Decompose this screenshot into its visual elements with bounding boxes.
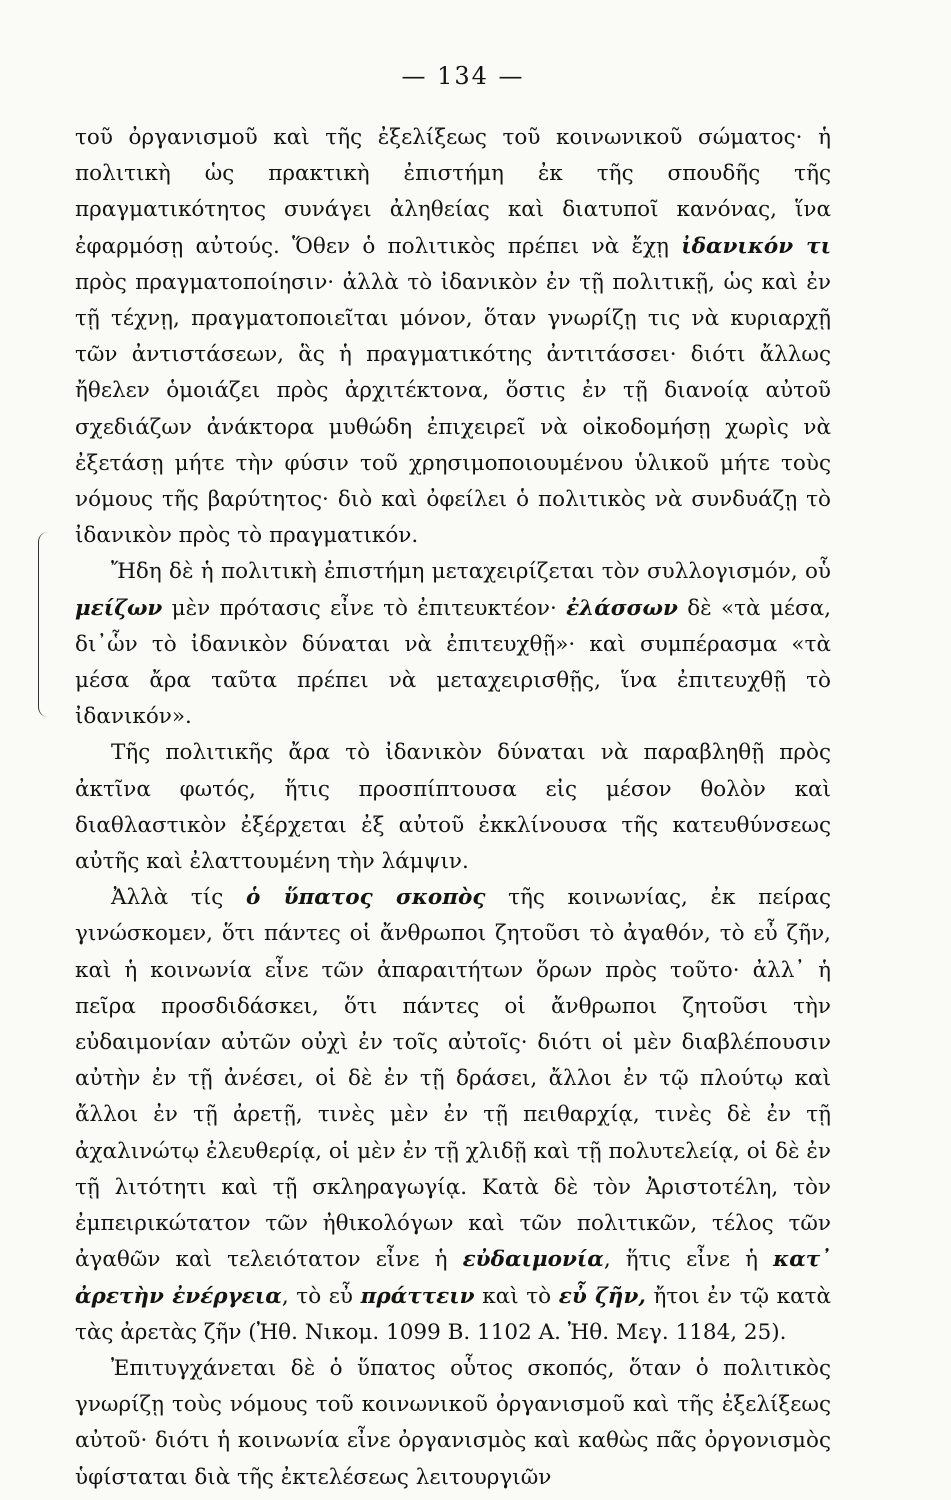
text-run: τοῦ ὀργανισμοῦ καὶ τῆς ἐξελίξεως τοῦ κοινωνικοῦ σώματος· ἡ πολιτικὴ ὡς πρακτικὴ ἐπιστήμη ἐκ τῆς σπουδῆς τῆς πραγματικότητος συνάγει ἀληθείας καὶ διατυποῖ κανόνας, ἵνα ἐφαρμόσῃ αὐτούς. Ὅθεν ὁ πολιτικὸς πρέπει νὰ ἔχῃ xyxy=(75,125,831,259)
text-run: , ἥτις εἶνε ἡ xyxy=(603,1247,774,1273)
text-run: , τὸ εὖ xyxy=(281,1283,361,1309)
text-run: δὲ «τὰ μέσα, δι᾿ὧν τὸ ἰδανικὸν δύναται νὰ ἐπιτευχθῇ»· καὶ συμπέρασμα «τὰ μέσα ἄρα ταῦτα πρέπει νὰ μεταχειρισθῇς, ἵνα ἐπιτευχθῇ τὸ ἰδανικόν». xyxy=(75,595,831,730)
text-run: Ἀλλὰ τίς xyxy=(111,885,246,911)
paragraph-2 xyxy=(75,554,831,735)
body-text xyxy=(75,120,831,1496)
margin-brace-mark xyxy=(38,532,53,717)
paragraph-4 xyxy=(75,880,831,1351)
emphasis-text: κατ᾿ ἀρετὴν ἐνέργεια xyxy=(75,1247,831,1309)
emphasis-text: μείζων xyxy=(75,595,163,621)
emphasis-text: εὐδαιμονία xyxy=(462,1247,604,1273)
text-run: Τῆς πολιτικῆς ἄρα τὸ ἰδανικὸν δύναται νὰ παραβληθῇ πρὸς ἀκτῖνα φωτός, ἥτις προσπίπτουσα εἰς μέσον θολὸν καὶ διαθλαστικὸν ἐξέρχεται ἐξ αὐτοῦ ἐκκλίνουσα τῆς κατευθύνσεως αὐτῆς καὶ ἐλαττουμένη τὴν λάμψιν. xyxy=(75,740,831,875)
text-run: πρὸς πραγματοποίησιν· ἀλλὰ τὸ ἰδανικὸν ἐν τῇ πολιτικῇ, ὡς καὶ ἐν τῇ τέχνῃ, πραγματοποιεῖται μόνον, ὅταν γνωρίζῃ τις νὰ κυριαρχῇ τῶν ἀντιστάσεων, ἃς ἡ πραγματικότης ἀντιτάσσει· διότι ἄλλως ἤθελεν ὁμοιάζει πρὸς ἀρχιτέκτονα, ὅστις ἐν τῇ διανοίᾳ αὐτοῦ σχεδιάζων ἀνάκτορα μυθώδη ἐπιχειρεῖ νὰ οἰκοδομήσῃ χωρὶς νὰ ἐξετάσῃ μήτε τὴν φύσιν τοῦ χρησιμοποιουμένου ὑλικοῦ μήτε τοὺς νόμους τῆς βαρύτητος· διὸ καὶ ὀφείλει ὁ πολιτικὸς νὰ συνδυάζῃ τὸ ἰδανικὸν πρὸς τὸ πραγματικόν. xyxy=(75,269,831,549)
emphasis-text: πράττειν xyxy=(360,1283,475,1309)
emphasis-text: ἐλάσσων xyxy=(566,595,678,621)
emphasis-text: ἰδανικόν τι xyxy=(681,233,831,259)
text-run: τῆς κοινωνίας, ἐκ πείρας γινώσκομεν, ὅτι πάντες οἱ ἄνθρωποι ζητοῦσι τὸ ἀγαθόν, τὸ εὖ ζῆν, καὶ ἡ κοινωνία εἶνε τῶν ἀπαραιτήτων ὅρων πρὸς τοῦτο· ἀλλ᾿ ἡ πεῖρα προσδιδάσκει, ὅτι πάντες οἱ ἄνθρωποι ζητοῦσι τὴν εὐδαιμονίαν αὐτῶν οὐχὶ ἐν τοῖς αὐτοῖς· διότι οἱ μὲν διαβλέπουσιν αὐτὴν ἐν τῇ ἀνέσει, οἱ δὲ ἐν τῇ δράσει, ἄλλοι ἐν τῷ πλούτῳ καὶ ἄλλοι ἐν τῇ ἀρετῇ, τινὲς μὲν ἐν τῇ πειθαρχίᾳ, τινὲς δὲ ἐν τῇ ἀχαλινώτῳ ἐλευθερίᾳ, οἱ μὲν ἐν τῇ χλιδῇ καὶ τῇ πολυτελείᾳ, οἱ δὲ ἐν τῇ λιτότητι καὶ τῇ σκληραγωγίᾳ. Κατὰ δὲ τὸν Ἀριστοτέλη, τὸν ἐμπειρικώτατον τῶν ἠθικολόγων καὶ τῶν πολιτικῶν, τέλος τῶν ἀγαθῶν καὶ τελειότατον εἶνε ἡ xyxy=(75,885,831,1273)
text-run: μὲν πρότασις εἶνε τὸ ἐπιτευκτέον· xyxy=(162,595,567,621)
text-run: ἤτοι ἐν τῷ κατὰ τὰς ἀρετὰς ζῆν (Ἠθ. Νικομ. 1099 Β. 1102 Α. Ἠθ. Μεγ. 1184, 25). xyxy=(75,1283,832,1345)
emphasis-text: εὖ ζῆν, xyxy=(558,1283,646,1309)
text-run: καὶ τὸ xyxy=(474,1283,559,1309)
paragraph-5 xyxy=(75,1351,831,1496)
emphasis-text: ὁ ὕπατος σκοπὸς xyxy=(245,885,486,911)
page-number: — 134 — xyxy=(401,62,525,90)
paragraph-3 xyxy=(75,735,831,880)
text-run: Ἐπιτυγχάνεται δὲ ὁ ὕπατος οὗτος σκοπός, ὅταν ὁ πολιτικὸς γνωρίζῃ τοὺς νόμους τοῦ κοινωνικοῦ ὀργανισμοῦ καὶ τῆς ἐξελίξεως αὐτοῦ· διότι ἡ κοινωνία εἶνε ὀργανισμὸς καὶ καθὼς πᾶς ὀργονισμὸς ὑφίσταται διὰ τῆς ἐκτελέσεως λειτουργιῶν xyxy=(75,1355,831,1490)
text-run: Ἤδη δὲ ἡ πολιτικὴ ἐπιστήμη μεταχειρίζεται τὸν συλλογισμόν, οὗ xyxy=(111,559,831,585)
paragraph-1 xyxy=(75,120,831,554)
